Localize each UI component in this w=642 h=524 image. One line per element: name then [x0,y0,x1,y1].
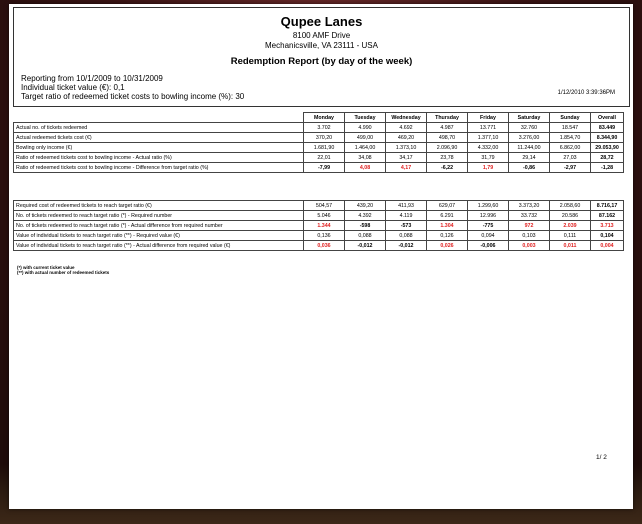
row-label: Value of individual tickets to reach target ratio (**) - Actual difference from required value (€) [14,241,304,251]
table-cell: 5.046 [304,211,345,221]
row-label: Bowling only income (€) [14,143,304,153]
table-cell: 4.990 [345,123,386,133]
col-header: Friday [468,113,509,123]
printed-timestamp: 1/12/2010 3:39:36PM [557,90,615,96]
table-cell: 8.716,17 [591,201,624,211]
table-cell: 0,094 [468,231,509,241]
table-cell: 0,126 [427,231,468,241]
table-cell: 8.344,90 [591,133,624,143]
table-cell: 498,70 [427,133,468,143]
table-cell: 83.449 [591,123,624,133]
table-cell: -7,99 [304,163,345,173]
address-line-1: 8100 AMF Drive [292,31,351,40]
table-cell: 3.713 [591,221,624,231]
report-page [9,4,633,509]
table-row [14,153,624,163]
row-label: No. of tickets redeemed to reach target ratio (*) - Required number [14,211,304,221]
table-cell: -775 [468,221,509,231]
table-cell: 4.392 [345,211,386,221]
table-cell: 2.039 [550,221,591,231]
report-header [13,7,630,107]
table-cell: -0,012 [386,241,427,251]
table-cell: 12.996 [468,211,509,221]
table-cell: 0,004 [591,241,624,251]
table-cell: 1.373,10 [386,143,427,153]
page-number: 1/ 2 [596,454,607,461]
table-cell: 439,20 [345,201,386,211]
table-cell: 3.373,20 [509,201,550,211]
table-cell: 0,104 [591,231,624,241]
table-cell: 87.162 [591,211,624,221]
table-cell: -0,86 [509,163,550,173]
table-cell: 4,08 [345,163,386,173]
table-cell: 0,011 [550,241,591,251]
table-cell: 1.854,70 [550,133,591,143]
table-row [14,211,624,221]
address-line-2: Mechanicsville, VA 23111 - USA [265,41,378,50]
table-cell: 6.862,00 [550,143,591,153]
table-cell: 499,00 [345,133,386,143]
footnote-2: (**) with actual number of redeemed tickets [17,270,110,275]
table-cell: 11.244,00 [509,143,550,153]
table-cell: -0,012 [345,241,386,251]
table-cell: 2.058,60 [550,201,591,211]
table-row [14,163,624,173]
table-cell: 34,08 [345,153,386,163]
footnote-1: (*) with current ticket value [17,265,75,270]
table-cell: 411,93 [386,201,427,211]
table-cell: 3.276,00 [509,133,550,143]
table-row [14,133,624,143]
table-cell: 1.299,60 [468,201,509,211]
row-label: Ratio of redeemed tickets cost to bowling income - Difference from target ratio (%) [14,163,304,173]
table-row [14,241,624,251]
row-label: Actual no. of tickets redeemed [14,123,304,133]
table-cell: 0,036 [304,241,345,251]
table-cell: 34,17 [386,153,427,163]
target-ratio: Target ratio of redeemed ticket costs to bowling income (%): 30 [21,92,245,101]
table-cell: 29,14 [509,153,550,163]
table-cell: 629,07 [427,201,468,211]
table-cell: 1.344 [304,221,345,231]
redemption-table-actual [13,112,624,173]
table-cell: 28,72 [591,153,624,163]
table-cell: 0,003 [509,241,550,251]
table-cell: 1.304 [427,221,468,231]
table-cell: 4.119 [386,211,427,221]
report-title: Redemption Report (by day of the week) [230,56,413,67]
table-cell: 4.987 [427,123,468,133]
table-cell: 4,17 [386,163,427,173]
table-cell: -6,22 [427,163,468,173]
table-cell: 31,79 [468,153,509,163]
table-cell: -0,006 [468,241,509,251]
col-header: Overall [591,113,624,123]
table-cell: 32.760 [509,123,550,133]
table-cell: 1.464,00 [345,143,386,153]
table-row [14,143,624,153]
header-spacer [14,113,304,123]
table-cell: 1.681,90 [304,143,345,153]
table-cell: 0,026 [427,241,468,251]
table-cell: 0,088 [345,231,386,241]
table-cell: 1.377,10 [468,133,509,143]
row-label: Value of individual tickets to reach target ratio (**) - Required value (€) [14,231,304,241]
table-cell: 22,01 [304,153,345,163]
table-cell: 13.771 [468,123,509,133]
table-cell: 0,111 [550,231,591,241]
ticket-value: Individual ticket value (€): 0,1 [21,83,125,92]
table-cell: 4.692 [386,123,427,133]
table-cell: 6.291 [427,211,468,221]
col-header: Tuesday [345,113,386,123]
col-header: Monday [304,113,345,123]
row-label: Ratio of redeemed tickets cost to bowling income - Actual ratio (%) [14,153,304,163]
table-cell: 29.053,90 [591,143,624,153]
col-header: Wednesday [386,113,427,123]
redemption-table-target [13,200,624,251]
table-cell: 972 [509,221,550,231]
table-row [14,221,624,231]
table-cell: 0,088 [386,231,427,241]
table-row [14,123,624,133]
table-cell: 0,103 [509,231,550,241]
table-cell: 18.547 [550,123,591,133]
row-label: Actual redeemed tickets cost (€) [14,133,304,143]
company-name: Qupee Lanes [280,14,363,29]
table-cell: 4.332,00 [468,143,509,153]
table-cell: -573 [386,221,427,231]
table-cell: 370,20 [304,133,345,143]
table-cell: 469,20 [386,133,427,143]
table-cell: 33.732 [509,211,550,221]
table-cell: 23,78 [427,153,468,163]
table-cell: -1,28 [591,163,624,173]
table-cell: 2.096,90 [427,143,468,153]
table-cell: 3.702 [304,123,345,133]
table-cell: 504,57 [304,201,345,211]
table-cell: 27,03 [550,153,591,163]
table-cell: 1,79 [468,163,509,173]
table-cell: 20.586 [550,211,591,221]
table-row [14,231,624,241]
table-cell: 0,136 [304,231,345,241]
table-cell: -2,97 [550,163,591,173]
col-header: Sunday [550,113,591,123]
table-row [14,201,624,211]
row-label: No. of tickets redeemed to reach target ratio (*) - Actual difference from required number [14,221,304,231]
row-label: Required cost of redeemed tickets to reach target ratio (€) [14,201,304,211]
col-header: Saturday [509,113,550,123]
reporting-period: Reporting from 10/1/2009 to 10/31/2009 [21,74,163,83]
column-header-row [14,113,624,123]
table-cell: -598 [345,221,386,231]
col-header: Thursday [427,113,468,123]
